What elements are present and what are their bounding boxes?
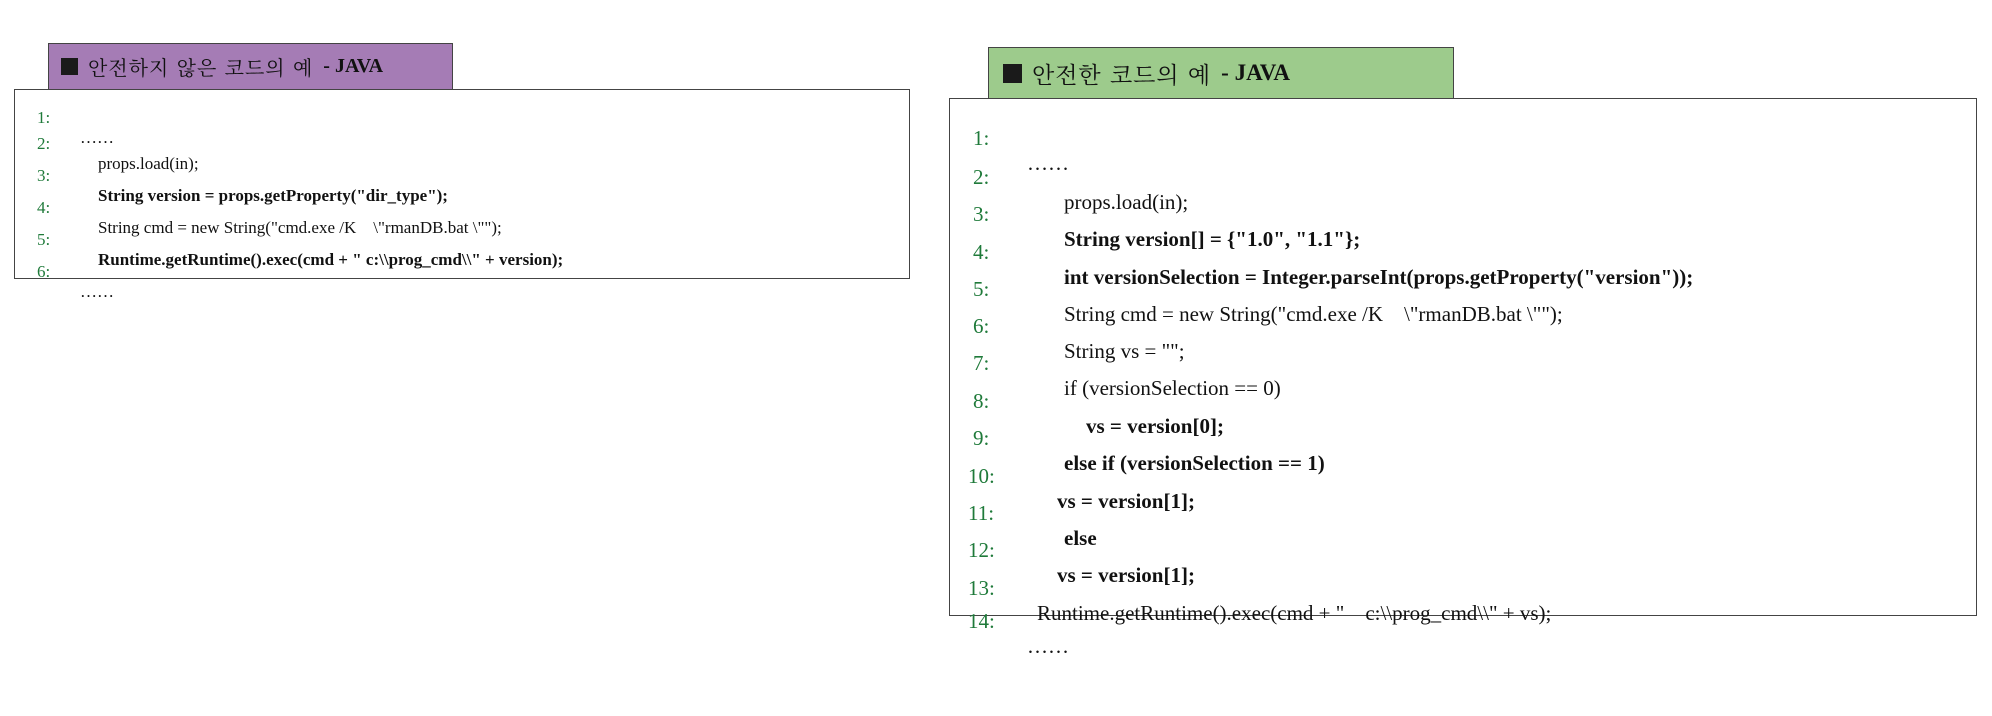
code-text: Runtime.getRuntime().exec(cmd + " c:\\prog_cmd\\" + vs); [1037, 601, 1552, 625]
safe-code-language: - JAVA [1221, 60, 1290, 85]
line-number: 2: [973, 165, 990, 189]
code-text: String version = props.getProperty("dir_type"); [98, 186, 448, 205]
line-number: 4: [37, 198, 51, 217]
safe-code-title: 안전한 코드의 예 [1032, 62, 1212, 89]
line-number: 10: [968, 464, 995, 488]
line-number: 3: [973, 202, 990, 226]
code-text: String cmd = new String("cmd.exe /K \"rmanDB.bat \""); [1064, 302, 1563, 326]
unsafe-code-title-tab [48, 43, 453, 89]
code-text: …… [80, 128, 114, 147]
line-number: 5: [973, 277, 990, 301]
code-text: if (versionSelection == 0) [1064, 376, 1281, 400]
line-number: 3: [37, 166, 51, 185]
code-text: vs = version[0]; [1086, 414, 1224, 438]
line-number: 14: [968, 609, 995, 633]
line-number: 2: [37, 134, 51, 153]
line-number: 9: [973, 426, 990, 450]
line-number: 1: [973, 126, 990, 150]
line-number: 4: [973, 240, 990, 264]
code-text: Runtime.getRuntime().exec(cmd + " c:\\prog_cmd\\" + version); [98, 250, 564, 269]
safe-code-title-tab [988, 47, 1454, 98]
code-text: else if (versionSelection == 1) [1064, 451, 1325, 475]
unsafe-code-title: 안전하지 않은 코드의 예 [88, 56, 314, 80]
code-text: else [1064, 526, 1097, 550]
line-number: 7: [973, 351, 990, 375]
line-number: 8: [973, 389, 990, 413]
line-number: 6: [37, 262, 51, 281]
square-bullet-icon [61, 58, 78, 75]
code-text: props.load(in); [98, 154, 199, 173]
line-number: 12: [968, 538, 995, 562]
code-text: props.load(in); [1064, 190, 1189, 214]
code-text: …… [1027, 634, 1069, 658]
line-number: 13: [968, 576, 995, 600]
code-text: String cmd = new String("cmd.exe /K \"rmanDB.bat \""); [98, 218, 502, 237]
code-text: String vs = ""; [1064, 339, 1185, 363]
square-bullet-icon [1003, 64, 1022, 83]
line-number: 1: [37, 108, 51, 127]
code-text: vs = version[1]; [1057, 563, 1195, 587]
code-text: …… [80, 282, 114, 301]
code-text: String version[] = {"1.0", "1.1"}; [1064, 227, 1361, 251]
code-line [15, 242, 114, 322]
code-text: int versionSelection = Integer.parseInt(props.getProperty("version")); [1064, 265, 1694, 289]
safe-code-block [949, 98, 1977, 658]
line-number: 11: [968, 501, 995, 525]
code-text: …… [1027, 151, 1069, 175]
line-number: 6: [973, 314, 990, 338]
unsafe-code-language: - JAVA [323, 55, 384, 77]
code-text: vs = version[1]; [1057, 489, 1195, 513]
line-number: 5: [37, 230, 51, 249]
unsafe-code-block [14, 89, 910, 301]
